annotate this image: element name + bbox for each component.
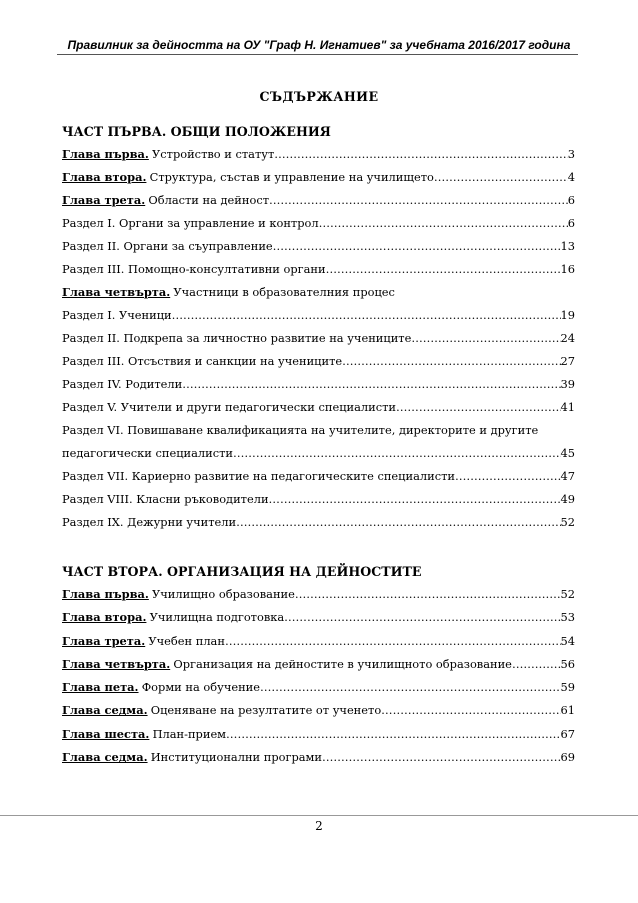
dot-leader	[381, 699, 560, 722]
entry-page-number: 56	[560, 656, 575, 671]
toc-part-one	[62, 120, 575, 535]
toc-chapter-entry	[62, 630, 575, 653]
toc-chapter-entry	[62, 676, 575, 699]
entry-title: План-прием	[152, 726, 227, 741]
entry-title: Училищна подготовка	[149, 610, 285, 625]
entry-title: Организация на дейностите в училищното образование	[173, 656, 512, 671]
dot-leader	[225, 630, 561, 653]
toc-section-entry	[62, 511, 575, 534]
entry-title: Раздел I. Органи за управление и контрол	[62, 215, 319, 230]
dot-leader	[512, 653, 561, 676]
dot-leader	[434, 166, 568, 189]
toc-section-entry	[62, 465, 575, 488]
footer-divider	[0, 815, 638, 816]
toc-chapter-entry	[62, 583, 575, 606]
dot-leader	[322, 746, 561, 769]
entry-page-number: 45	[560, 446, 575, 461]
toc-section-entry	[62, 235, 575, 258]
entry-title: Раздел IV. Родители	[62, 377, 183, 392]
entry-title: Участници в образователния процес	[173, 284, 395, 299]
entry-title: Раздел III. Помощно-консултативни органи	[62, 261, 326, 276]
entry-title: Раздел III. Отсъствия и санкции на учениците	[62, 353, 343, 368]
entry-page-number: 39	[560, 377, 575, 392]
toc-section-entry	[62, 419, 575, 442]
toc-section-entry	[62, 304, 575, 327]
dot-leader	[182, 373, 560, 396]
toc-chapter-entry	[62, 143, 575, 166]
entry-page-number: 4	[567, 169, 575, 184]
dot-leader	[260, 676, 560, 699]
chapter-label: Глава четвърта.	[62, 656, 171, 671]
entry-page-number: 69	[560, 750, 575, 765]
entry-title: Раздел IX. Дежурни учители	[62, 515, 237, 530]
entry-page-number: 53	[560, 610, 575, 625]
toc-section-entry	[62, 258, 575, 281]
dot-leader	[295, 583, 561, 606]
chapter-label: Глава втора.	[62, 610, 147, 625]
entry-title: Институционални програми	[150, 750, 322, 765]
entry-title: Учебен план	[148, 633, 225, 648]
toc-chapter-entry	[62, 653, 575, 676]
dot-leader	[411, 327, 560, 350]
entry-title: Области на дейност	[148, 192, 270, 207]
entry-page-number: 41	[560, 400, 575, 415]
toc-section-entry	[62, 488, 575, 511]
dot-leader	[274, 143, 568, 166]
entry-page-number: 67	[560, 726, 575, 741]
entry-title: Раздел VII. Кариерно развитие на педагогическите специалисти	[62, 469, 455, 484]
entry-title: педагогически специалисти	[62, 446, 234, 461]
chapter-label: Глава пета.	[62, 680, 139, 695]
chapter-label: Глава трета.	[62, 192, 146, 207]
dot-leader	[319, 212, 568, 235]
entry-title: Устройство и статут	[152, 146, 275, 161]
toc-chapter-entry	[62, 606, 575, 629]
entry-title: Раздел II. Подкрепа за личностно развитие на учениците	[62, 330, 412, 345]
header-divider	[57, 54, 578, 55]
dot-leader	[236, 511, 560, 534]
chapter-label: Глава втора.	[62, 169, 147, 184]
entry-page-number: 54	[560, 633, 575, 648]
dot-leader	[226, 723, 560, 746]
entry-page-number: 6	[567, 215, 575, 230]
chapter-label: Глава трета.	[62, 633, 146, 648]
part-one-heading: ЧАСТ ПЪРВА. ОБЩИ ПОЛОЖЕНИЯ	[62, 123, 331, 139]
entry-title: Раздел VIII. Класни ръководители	[62, 492, 269, 507]
entry-title: Раздел V. Учители и други педагогически специалисти	[62, 400, 397, 415]
dot-leader	[273, 235, 561, 258]
entry-page-number: 61	[560, 703, 575, 718]
running-header-title: Правилник за дейността на ОУ "Граф Н. Игнатиев" за учебната 2016/2017 година	[67, 38, 571, 52]
page-number: 2	[315, 819, 323, 833]
toc-chapter-entry	[62, 746, 575, 769]
entry-page-number: 59	[560, 680, 575, 695]
entry-page-number: 3	[567, 146, 575, 161]
entry-title: Раздел I. Ученици	[62, 307, 172, 322]
entry-page-number: 49	[560, 492, 575, 507]
dot-leader	[269, 488, 561, 511]
toc-chapter-entry	[62, 699, 575, 722]
chapter-label: Глава седма.	[62, 703, 148, 718]
dot-leader	[269, 189, 568, 212]
chapter-label: Глава първа.	[62, 587, 149, 601]
entry-title: Раздел VI. Повишаване квалификацията на учителите, директорите и другите	[62, 423, 539, 438]
toc-section-entry-continuation	[62, 442, 575, 465]
dot-leader	[326, 258, 561, 281]
toc-chapter-entry	[62, 189, 575, 212]
toc-chapter-entry	[62, 723, 575, 746]
entry-title: Оценяване на резултатите от ученето	[150, 703, 382, 718]
entry-title: Раздел II. Органи за съуправление	[62, 238, 273, 253]
dot-leader	[396, 396, 560, 419]
toc-section-entry	[62, 373, 575, 396]
entry-page-number: 47	[560, 469, 575, 484]
dot-leader	[233, 442, 560, 465]
chapter-label: Глава шеста.	[62, 726, 150, 741]
entry-title: Структура, състав и управление на училището	[149, 169, 434, 184]
toc-section-entry	[62, 212, 575, 235]
toc-section-entry	[62, 327, 575, 350]
entry-page-number: 24	[560, 330, 575, 345]
chapter-label: Глава първа.	[62, 146, 149, 161]
toc-part-two	[62, 561, 575, 769]
part-two-heading: ЧАСТ ВТОРА. ОРГАНИЗАЦИЯ НА ДЕЙНОСТИТЕ	[62, 564, 422, 579]
entry-page-number: 16	[560, 261, 575, 276]
toc-section-entry	[62, 396, 575, 419]
entry-page-number: 13	[560, 238, 575, 253]
entry-page-number: 6	[567, 192, 575, 207]
chapter-label: Глава четвърта.	[62, 284, 171, 299]
entry-page-number: 52	[560, 587, 575, 601]
dot-leader	[455, 465, 561, 488]
entry-page-number: 19	[560, 307, 575, 322]
entry-page-number: 52	[560, 515, 575, 530]
toc-section-entry	[62, 350, 575, 373]
dot-leader	[284, 606, 560, 629]
dot-leader	[342, 350, 560, 373]
entry-title: Училищно образование	[152, 587, 295, 601]
toc-title: СЪДЪРЖАНИЕ	[259, 89, 379, 104]
toc-chapter-entry	[62, 166, 575, 189]
toc-chapter-entry	[62, 281, 575, 304]
entry-page-number: 27	[560, 353, 575, 368]
entry-title: Форми на обучение	[141, 680, 261, 695]
dot-leader	[172, 304, 561, 327]
chapter-label: Глава седма.	[62, 750, 148, 765]
